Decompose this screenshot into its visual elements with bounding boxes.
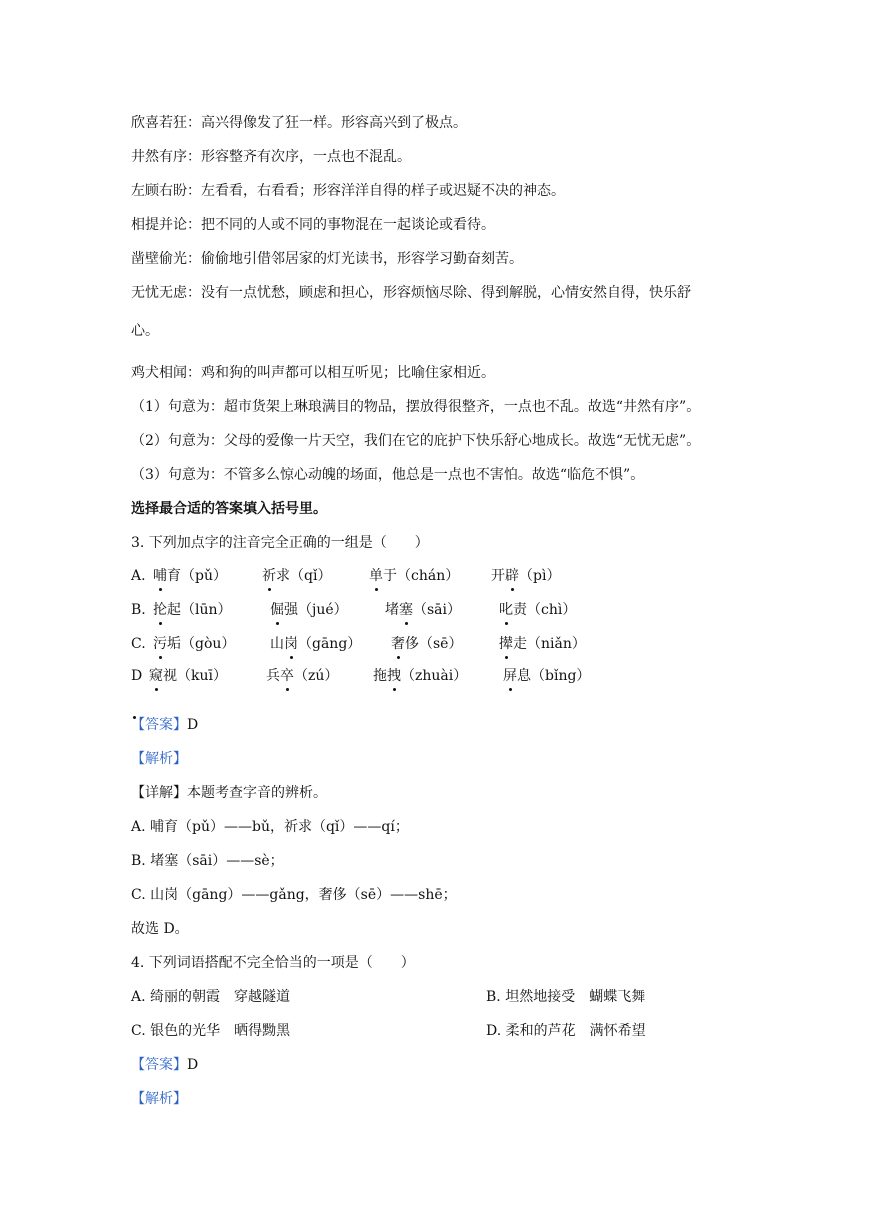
q3-option-item: 污垢（gòu） xyxy=(153,636,236,652)
explanation-line: （1）句意为：超市货架上琳琅满目的物品，摆放得很整齐，一点也不乱。故选“井然有序”。 xyxy=(131,399,701,415)
answer-tag: 【答案】 xyxy=(131,717,187,733)
q3-answer xyxy=(131,716,198,734)
q3-option-item: 开辟（pì） xyxy=(491,568,561,584)
explanation-line: （2）句意为：父母的爱像一片天空，我们在它的庇护下快乐舒心地成长。故选“无忧无虑”。 xyxy=(131,433,701,449)
q4-option-b: B. 坦然地接受 蝴蝶飞舞 xyxy=(486,989,646,1005)
answer-value: D xyxy=(187,717,199,733)
q4-analysis-tag: 【解析】 xyxy=(131,1091,187,1107)
q3-detail xyxy=(131,784,327,802)
q3-option-item: 抡起（lūn） xyxy=(153,602,232,618)
definition-line: 相提并论：把不同的人或不同的事物混在一起谈论或看待。 xyxy=(131,217,495,233)
q3-option-item: 单于（chán） xyxy=(369,568,460,584)
explanation-line: （3）句意为：不管多么惊心动魄的场面，他总是一点也不害怕。故选“临危不惧”。 xyxy=(131,467,645,483)
q3-option-item: 倔强（jué） xyxy=(270,602,348,618)
q3-row-label: D xyxy=(131,668,143,684)
answer-value: D xyxy=(187,1057,199,1073)
q3-analysis-line: 故选 D。 xyxy=(131,921,189,937)
q4-option-c: C. 银色的光华 晒得黝黑 xyxy=(131,1023,291,1039)
q3-option-item: 奢侈（sē） xyxy=(391,636,463,652)
q4-stem: 4. 下列词语搭配不完全恰当的一项是（ ） xyxy=(131,955,415,971)
q3-analysis-tag: 【解析】 xyxy=(131,751,187,767)
q3-option-item: 堵塞（sāi） xyxy=(385,602,462,618)
q3-option-item: 哺育（pǔ） xyxy=(153,568,227,584)
q3-row-label: B. xyxy=(131,602,146,618)
q3-analysis-line: B. 堵塞（sāi）——sè； xyxy=(131,853,284,869)
q4-answer xyxy=(131,1056,198,1074)
answer-tag: 【答案】 xyxy=(131,1057,187,1073)
definition-line: 鸡犬相闻：鸡和狗的叫声都可以相互听见；比喻住家相近。 xyxy=(131,365,495,381)
definition-line: 井然有序：形容整齐有次序，一点也不混乱。 xyxy=(131,149,411,165)
q4-option-d: D. 柔和的芦花 满怀希望 xyxy=(486,1023,646,1039)
section-heading: 选择最合适的答案填入括号里。 xyxy=(131,501,327,517)
q3-option-item: 撵走（niǎn） xyxy=(499,636,586,652)
definition-line: 凿壁偷光：偷偷地引借邻居家的灯光读书，形容学习勤奋刻苦。 xyxy=(131,251,523,267)
q3-option-item: 山岗（gāng） xyxy=(270,636,362,652)
q3-option-item: 窥视（kuī） xyxy=(149,668,227,684)
definition-line: 欣喜若狂：高兴得像发了狂一样。形容高兴到了极点。 xyxy=(131,115,467,131)
detail-text: 本题考查字音的辨析。 xyxy=(187,785,327,801)
q3-stem: 3. 下列加点字的注音完全正确的一组是（ ） xyxy=(131,535,429,551)
q3-option-item: 兵卒（zú） xyxy=(266,668,339,684)
q3-option-item: 叱责（chì） xyxy=(499,602,577,618)
q3-analysis-line: C. 山岗（gāng）——gǎng，奢侈（sē）——shē； xyxy=(131,887,457,903)
definition-line: 无忧无虑：没有一点忧愁，顾虑和担心，形容烦恼尽除、得到解脱，心情安然自得，快乐舒 xyxy=(131,285,691,301)
definition-line: 左顾右盼：左看看，右看看；形容洋洋自得的样子或迟疑不决的神态。 xyxy=(131,183,565,199)
detail-tag: 【详解】 xyxy=(131,785,187,801)
q3-option-item: 拖拽（zhuài） xyxy=(373,668,468,684)
q3-row-label: A. xyxy=(131,568,146,584)
q3-analysis-line: A. 哺育（pǔ）——bǔ，祈求（qǐ）——qí； xyxy=(131,819,409,835)
q3-option-item: 祈求（qǐ） xyxy=(262,568,332,584)
definition-line: 心。 xyxy=(131,323,159,339)
q3-option-item: 屏息（bǐng） xyxy=(503,668,591,684)
q4-option-a: A. 绮丽的朝霞 穿越隧道 xyxy=(131,989,291,1005)
q3-row-label: C. xyxy=(131,636,146,652)
